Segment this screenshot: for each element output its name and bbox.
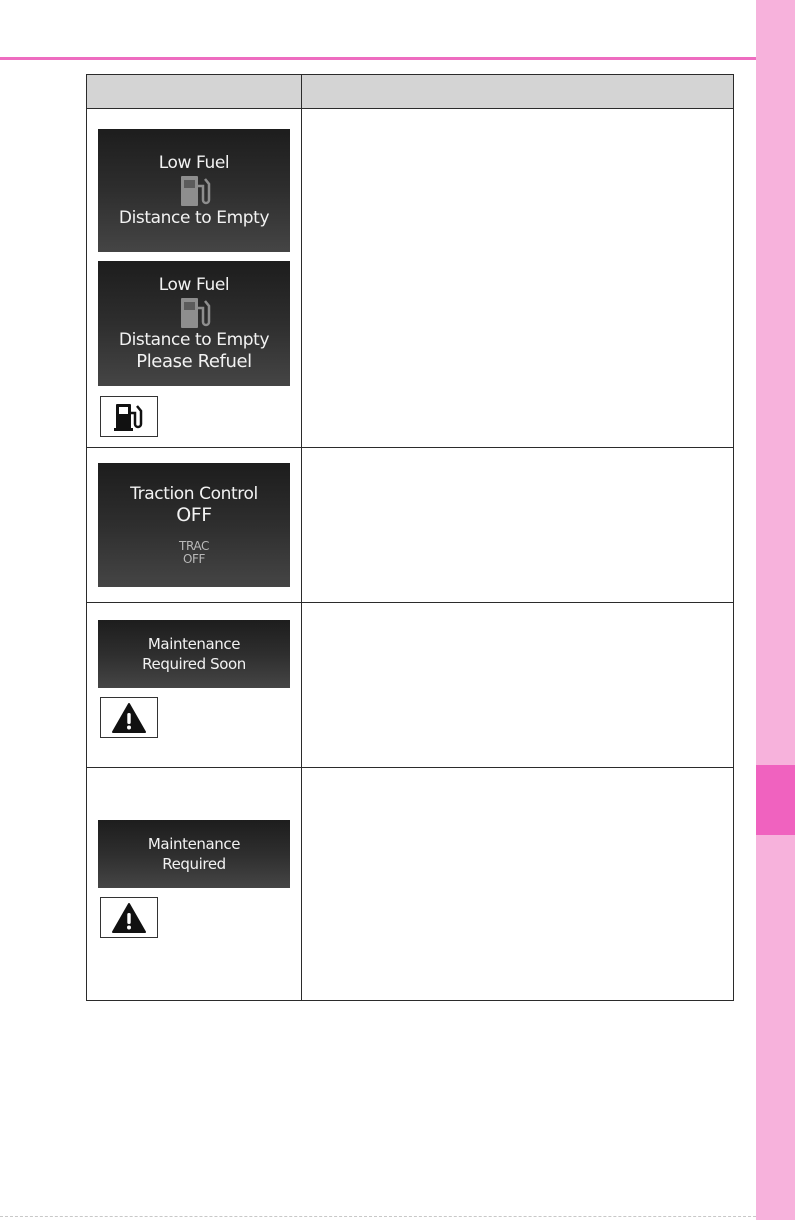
header-cell-message <box>87 75 302 109</box>
header-rule <box>0 57 756 60</box>
trac-off-indicator: TRAC <box>179 539 209 553</box>
screen-line: Maintenance <box>147 835 241 853</box>
table-row <box>87 109 734 448</box>
display-screen-maintenance-soon <box>98 620 290 688</box>
trac-off-indicator: OFF <box>182 552 206 566</box>
warning-triangle-icon <box>111 702 147 734</box>
indicator-box <box>100 697 158 738</box>
screen-line: Low Fuel <box>158 275 230 295</box>
message-cell <box>87 768 302 1001</box>
table-row <box>87 603 734 768</box>
table-row <box>87 768 734 1001</box>
screen-line: Please Refuel <box>136 351 252 372</box>
description-cell <box>302 603 734 768</box>
display-screen-low-fuel <box>98 129 290 252</box>
display-screen-maintenance-required <box>98 820 290 888</box>
screen-line: Required Soon <box>142 655 246 673</box>
description-cell <box>302 448 734 603</box>
screen-line: Maintenance <box>147 635 241 653</box>
screen-line: OFF <box>176 504 212 526</box>
message-cell <box>87 109 302 448</box>
indicator-box <box>100 396 158 437</box>
header-cell-details <box>302 75 734 109</box>
section-side-tab <box>756 0 795 1220</box>
warning-messages-table <box>86 74 734 1001</box>
table-header-row <box>87 75 734 109</box>
indicator-box <box>100 897 158 938</box>
message-cell <box>87 603 302 768</box>
fuel-pump-icon <box>112 402 146 432</box>
page-bottom-rule <box>0 1216 756 1218</box>
screen-line: Distance to Empty <box>118 207 270 228</box>
table-row <box>87 448 734 603</box>
screen-line: Low Fuel <box>158 152 230 173</box>
message-cell <box>87 448 302 603</box>
display-screen-traction-control <box>98 463 290 587</box>
screen-line: Traction Control <box>130 484 258 504</box>
fuel-pump-icon <box>176 296 212 330</box>
section-tab-marker <box>756 765 795 835</box>
fuel-pump-icon <box>176 174 212 208</box>
screen-line: Distance to Empty <box>118 330 270 350</box>
description-cell <box>302 109 734 448</box>
screen-line: Required <box>162 855 226 873</box>
warning-triangle-icon <box>111 902 147 934</box>
description-cell <box>302 768 734 1001</box>
display-screen-low-fuel-refuel <box>98 261 290 386</box>
